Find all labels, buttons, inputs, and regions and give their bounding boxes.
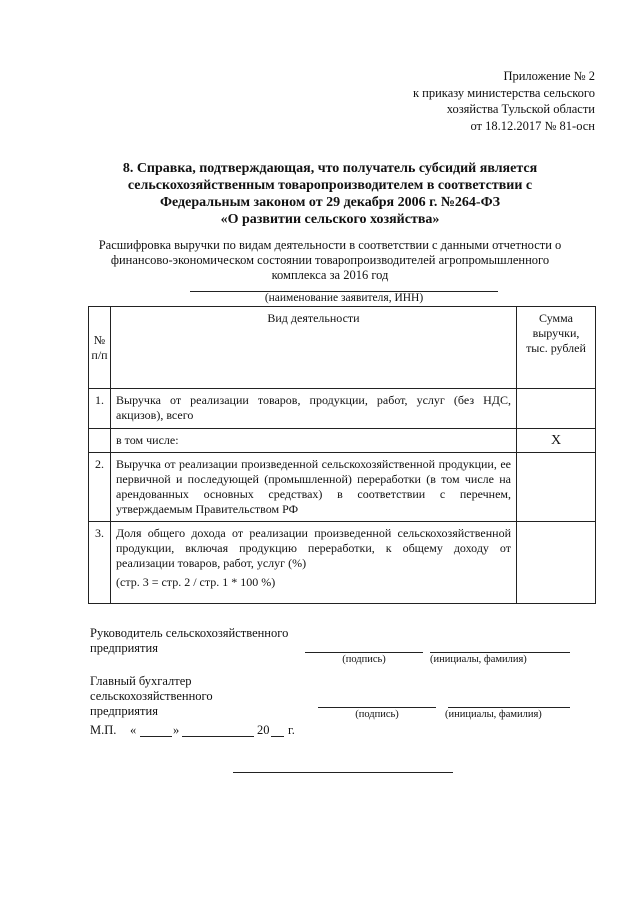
header-activity: Вид деятельности [111,307,517,389]
table-row [89,429,596,453]
row-num: 2. [89,453,111,522]
row-text: в том числе: [111,429,517,453]
row-sum[interactable] [517,389,596,429]
appendix-header [395,68,595,134]
date-close-quote: » [173,723,180,737]
appendix-date: от 18.12.2017 № 81-осн [470,118,595,133]
date-month-line[interactable] [182,736,254,737]
accountant-title-line: Главный бухгалтер [90,674,192,688]
subtitle-line: финансово-экономическом состоянии товаропроизводителей агропромышленного [110,253,550,267]
stamp-place: М.П. [90,723,117,737]
row-sum[interactable] [517,453,596,522]
header-sum: Сумма выручки, тыс. рублей [517,307,596,389]
head-name-line[interactable] [430,652,570,653]
row-text: Выручка от реализации товаров, продукции, работ, услуг (без НДС, акцизов), всего [111,389,517,429]
row-text: Выручка от реализации произведенной сельскохозяйственной продукции, ее первичной и последующей (промышленной) переработки (в том числе на арендованных основных средствах) в соответствии с перечнем, утверждаемым Правительством РФ [111,453,517,522]
table-row [89,522,596,604]
header-num: № п/п [89,307,111,389]
date-year-prefix: 20 [257,723,270,737]
title-line: «О развитии сельского хозяйства» [220,212,440,227]
date-day-line[interactable] [140,736,172,737]
row-sum[interactable] [517,522,596,604]
title-line: сельскохозяйственным товаропроизводителем в соответствии с [127,178,533,193]
head-signature-caption: (подпись) [342,654,386,665]
subtitle-line: Расшифровка выручки по видам деятельности в соответствии с данными отчетности о [98,238,562,252]
head-signature-label [90,626,288,656]
applicant-caption: (наименование заявителя, ИНН) [264,292,424,304]
date-year-suffix: г. [288,723,295,737]
subtitle-line: комплекса за 2016 год [271,268,389,282]
appendix-ministry: хозяйства Тульской области [446,102,595,116]
accountant-signature-caption: (подпись) [355,709,399,720]
table-header-row [89,307,596,389]
row-cell [111,522,517,604]
appendix-number: Приложение № 2 [503,69,595,83]
table-row [89,389,596,429]
appendix-order: к приказу министерства сельского [412,85,595,100]
document-title [90,160,570,228]
document-subtitle [80,238,580,283]
head-title-line: Руководитель сельскохозяйственного [90,626,289,640]
accountant-title-line: сельскохозяйственного [90,689,213,703]
head-signature-line[interactable] [305,652,423,653]
row-formula: (стр. 3 = стр. 2 / стр. 1 * 100 %) [116,575,276,589]
bottom-signature-line[interactable] [233,772,453,773]
date-year-line[interactable] [271,736,284,737]
title-line: 8. Справка, подтверждающая, что получатель субсидий является [122,161,538,176]
row-num: 3. [89,522,111,604]
row-num [89,429,111,453]
revenue-table [88,306,596,604]
row-text: Доля общего дохода от реализации произведенной сельскохозяйственной продукции, включая продукцию переработки, к общему доходу от реализации товаров, работ, услуг (%) [116,526,511,570]
accountant-name-line[interactable] [448,707,570,708]
accountant-signature-line[interactable] [318,707,436,708]
head-name-caption: (инициалы, фамилия) [430,654,527,665]
accountant-signature-label [90,674,213,719]
table-row [89,453,596,522]
row-num: 1. [89,389,111,429]
row-sum: X [517,429,596,453]
title-line: Федеральным законом от 29 декабря 2006 г. №264-ФЗ [159,195,501,210]
date-open-quote: « [130,723,137,737]
head-title-line: предприятия [90,641,158,655]
accountant-name-caption: (инициалы, фамилия) [445,709,542,720]
accountant-title-line: предприятия [90,704,158,718]
